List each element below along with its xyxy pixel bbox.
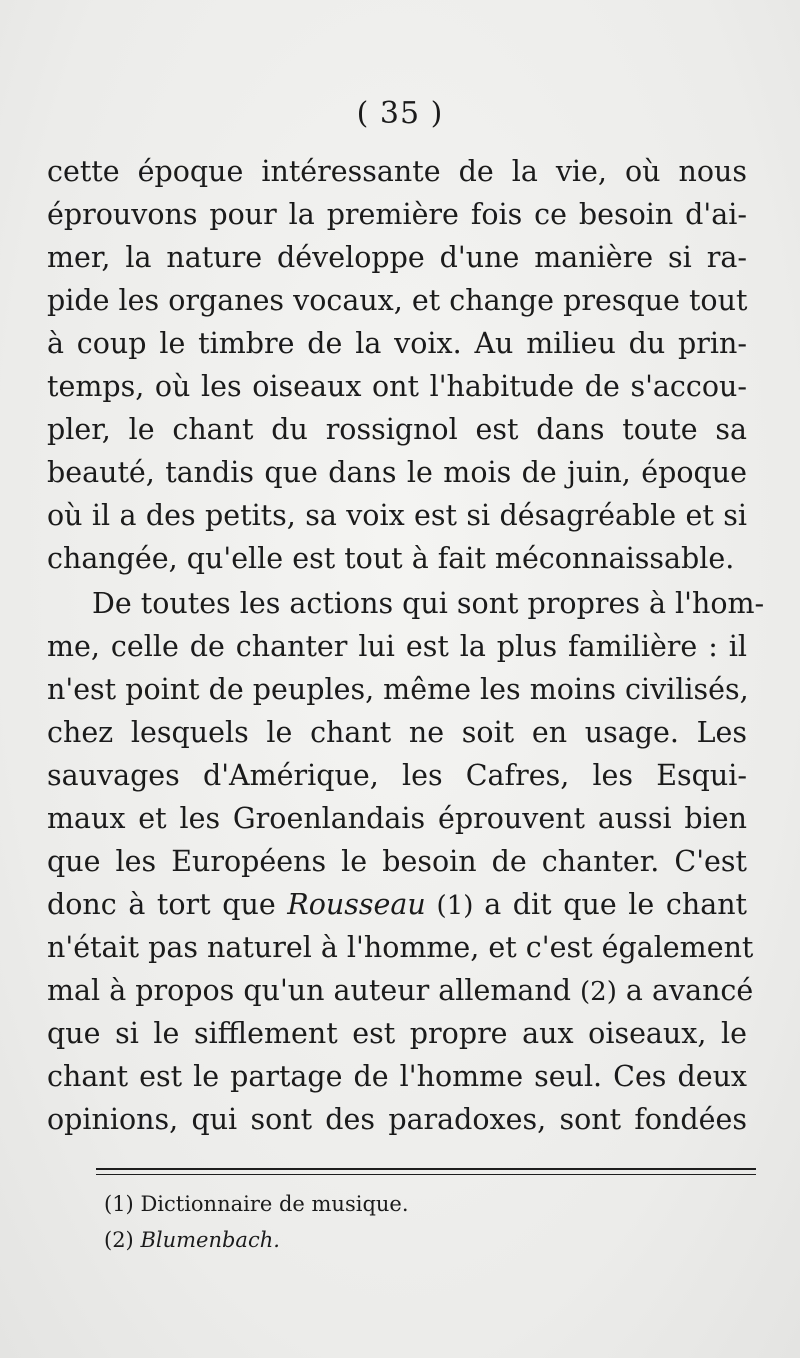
text-line: pler, le chant du rossignol est dans toute sa [47, 413, 747, 446]
text-line: où il a des petits, sa voix est si désagréable et si [47, 499, 747, 532]
text-segment: a dit que le chant [484, 888, 748, 921]
footnote-marker: (1) [104, 1192, 134, 1216]
text-line: n'était pas naturel à l'homme, et c'est également [47, 931, 754, 964]
text-line: temps, où les oiseaux ont l'habitude de s'accou- [47, 370, 747, 403]
footnote [104, 1188, 409, 1220]
text-line: à coup le timbre de la voix. Au milieu du prin- [47, 327, 747, 360]
text-line: De toutes les actions qui sont propres à l'hom- [92, 587, 765, 620]
text-line: que les Européens le besoin de chanter. C'est [47, 845, 747, 878]
text-line: me, celle de chanter lui est la plus familière : il [47, 630, 747, 663]
footnote-reference: (1) [425, 891, 485, 921]
text-segment: a avancé [616, 974, 754, 1007]
text-line: maux et les Groenlandais éprouvent aussi bien [47, 802, 747, 835]
text-line: opinions, qui sont des paradoxes, sont fondées [47, 1103, 747, 1136]
text-line: que si le sifflement est propre aux oiseaux, le [47, 1017, 747, 1050]
text-line: pide les organes vocaux, et change presque tout [47, 284, 748, 317]
text-line [47, 970, 754, 1012]
footnote [104, 1224, 280, 1256]
footnote-marker: (2) [104, 1228, 134, 1252]
text-line: chez lesquels le chant ne soit en usage. Les [47, 716, 747, 749]
footnote-text: Blumenbach. [140, 1228, 280, 1252]
page-number: ( 35 ) [356, 96, 444, 131]
text-line [47, 884, 747, 926]
text-line: beauté, tandis que dans le mois de juin, époque [47, 456, 747, 489]
author-name-rousseau: Rousseau [287, 888, 426, 921]
text-line: cette époque intéressante de la vie, où nous [47, 155, 747, 188]
text-line: n'est point de peuples, même les moins civilisés, [47, 673, 749, 706]
footnote-reference: (2) [580, 977, 617, 1007]
footnote-rule [96, 1168, 756, 1170]
text-segment: mal à propos qu'un auteur allemand [47, 974, 581, 1007]
text-line: mer, la nature développe d'une manière si ra- [47, 241, 747, 274]
footnote-text: Dictionnaire de musique. [140, 1192, 409, 1216]
text-segment: donc à tort que [47, 888, 288, 921]
text-line: éprouvons pour la première fois ce besoin d'ai- [47, 198, 747, 231]
text-line: chant est le partage de l'homme seul. Ces deux [47, 1060, 747, 1093]
text-line: changée, qu'elle est tout à fait méconnaissable. [47, 542, 735, 575]
text-line: sauvages d'Amérique, les Cafres, les Esqui- [47, 759, 747, 792]
footnote-rule [96, 1174, 756, 1175]
